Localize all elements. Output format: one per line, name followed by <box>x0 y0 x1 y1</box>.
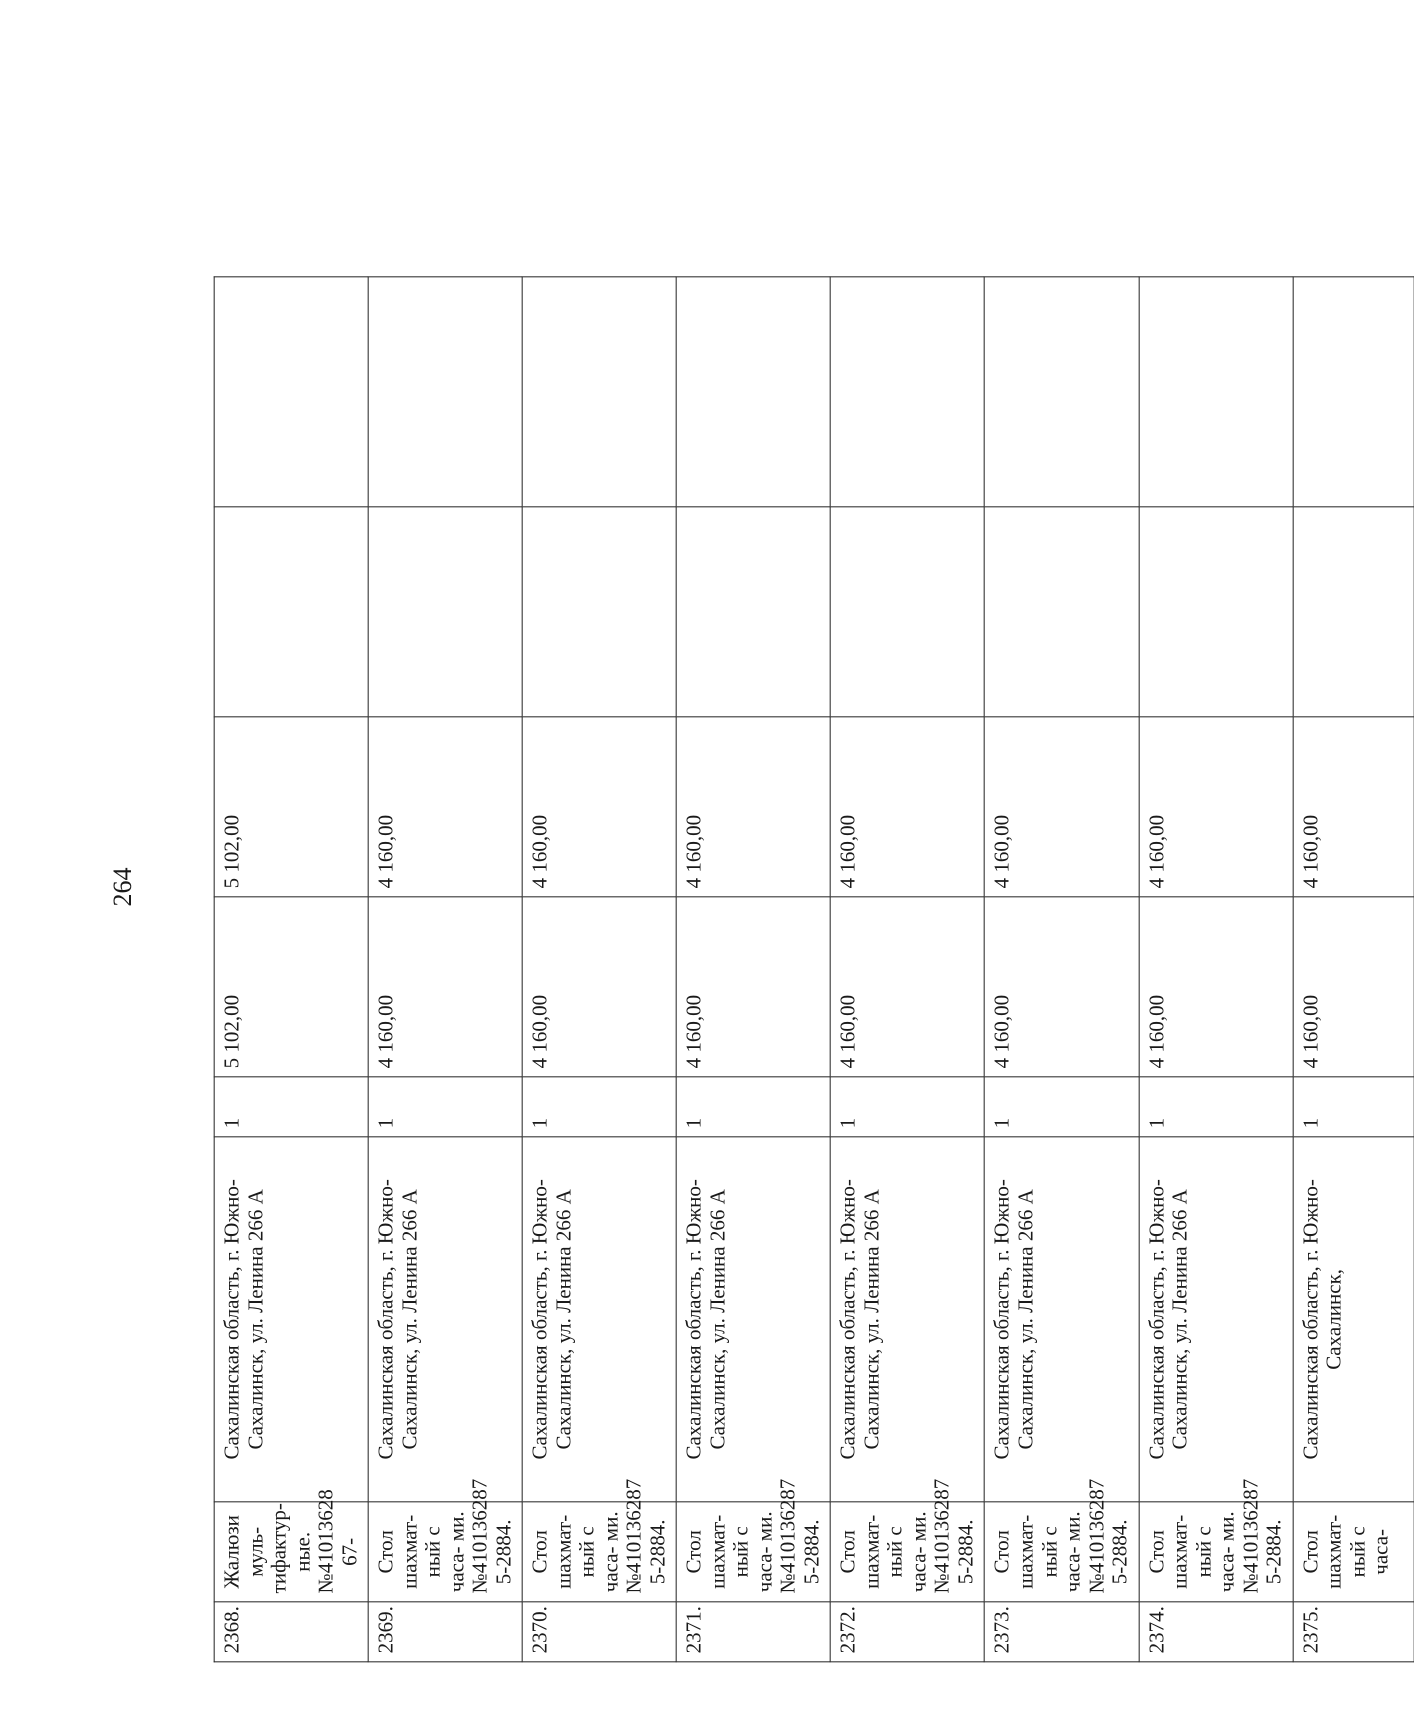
cell-empty <box>1139 507 1293 717</box>
cell-quantity: 1 <box>214 1077 368 1137</box>
cell-empty <box>522 277 676 507</box>
cell-row-number: 2371. <box>676 1602 830 1662</box>
cell-empty <box>214 507 368 717</box>
cell-item-name: Стол шахмат- ный с часа- ми.№410136287 5-2884. <box>1139 1502 1293 1602</box>
cell-address: Сахалинская область, г. Южно-Сахалинск, ул. Ленина 266 А <box>1139 1137 1293 1502</box>
cell-address: Сахалинская область, г. Южно-Сахалинск, <box>1293 1137 1414 1502</box>
cell-empty <box>1139 277 1293 507</box>
cell-item-name: Стол шахмат- ный с часа- ми.№410136287 5-2884. <box>985 1502 1139 1602</box>
cell-item-name: Жалюзи муль- тифактур- ные.№41013628 67- <box>214 1502 368 1602</box>
cell-quantity: 1 <box>1293 1077 1414 1137</box>
cell-cost: 4 160,00 <box>985 897 1139 1077</box>
cell-address: Сахалинская область, г. Южно-Сахалинск, ул. Ленина 266 А <box>676 1137 830 1502</box>
cell-cost: 4 160,00 <box>676 897 830 1077</box>
cell-quantity: 1 <box>368 1077 522 1137</box>
cell-empty <box>831 277 985 507</box>
cell-row-number: 2374. <box>1139 1602 1293 1662</box>
cell-item-name: Стол шахмат- ный с часа- ми.№410136287 5-2884. <box>522 1502 676 1602</box>
table-row <box>368 277 522 1662</box>
cell-quantity: 1 <box>1139 1077 1293 1137</box>
cell-cost: 4 160,00 <box>368 897 522 1077</box>
cell-address: Сахалинская область, г. Южно-Сахалинск, ул. Ленина 266 А <box>368 1137 522 1502</box>
cell-empty <box>368 507 522 717</box>
table-row <box>522 277 676 1662</box>
cell-row-number: 2372. <box>831 1602 985 1662</box>
cell-item-name: Стол шахмат- ный с часа- ми.№410136287 5-2884. <box>676 1502 830 1602</box>
cell-balance: 4 160,00 <box>1139 717 1293 897</box>
inventory-table <box>214 276 1414 1662</box>
cell-balance: 4 160,00 <box>368 717 522 897</box>
table-row <box>214 277 368 1662</box>
page-number: 264 <box>108 867 137 907</box>
cell-balance: 4 160,00 <box>831 717 985 897</box>
cell-row-number: 2370. <box>522 1602 676 1662</box>
cell-empty <box>522 507 676 717</box>
cell-row-number: 2368. <box>214 1602 368 1662</box>
cell-row-number: 2373. <box>985 1602 1139 1662</box>
table-row <box>1293 277 1414 1662</box>
cell-cost: 5 102,00 <box>214 897 368 1077</box>
cell-cost: 4 160,00 <box>522 897 676 1077</box>
cell-empty <box>985 507 1139 717</box>
cell-balance: 4 160,00 <box>1293 717 1414 897</box>
cell-empty <box>676 277 830 507</box>
cell-quantity: 1 <box>522 1077 676 1137</box>
cell-balance: 4 160,00 <box>522 717 676 897</box>
table-row <box>831 277 985 1662</box>
cell-empty <box>1293 277 1414 507</box>
cell-cost: 4 160,00 <box>831 897 985 1077</box>
cell-balance: 4 160,00 <box>676 717 830 897</box>
cell-cost: 4 160,00 <box>1293 897 1414 1077</box>
cell-item-name: Стол шахмат- ный с часа- ми.№410136287 5-2884. <box>368 1502 522 1602</box>
cell-quantity: 1 <box>676 1077 830 1137</box>
cell-empty <box>1293 507 1414 717</box>
cell-empty <box>676 507 830 717</box>
cell-balance: 4 160,00 <box>985 717 1139 897</box>
cell-empty <box>368 277 522 507</box>
cell-row-number: 2369. <box>368 1602 522 1662</box>
cell-balance: 5 102,00 <box>214 717 368 897</box>
cell-item-name: Стол шахмат- ный с часа- ми.№410136287 5-2884. <box>831 1502 985 1602</box>
cell-address: Сахалинская область, г. Южно-Сахалинск, ул. Ленина 266 А <box>522 1137 676 1502</box>
cell-empty <box>831 507 985 717</box>
table-row <box>1139 277 1293 1662</box>
cell-item-name: Стол шахмат- ный с часа- <box>1293 1502 1414 1602</box>
cell-empty <box>214 277 368 507</box>
cell-cost: 4 160,00 <box>1139 897 1293 1077</box>
cell-quantity: 1 <box>985 1077 1139 1137</box>
table-row <box>985 277 1139 1662</box>
cell-address: Сахалинская область, г. Южно-Сахалинск, ул. Ленина 266 А <box>985 1137 1139 1502</box>
cell-address: Сахалинская область, г. Южно-Сахалинск, ул. Ленина 266 А <box>214 1137 368 1502</box>
table-row <box>676 277 830 1662</box>
cell-row-number: 2375. <box>1293 1602 1414 1662</box>
cell-address: Сахалинская область, г. Южно-Сахалинск, ул. Ленина 266 А <box>831 1137 985 1502</box>
cell-quantity: 1 <box>831 1077 985 1137</box>
cell-empty <box>985 277 1139 507</box>
